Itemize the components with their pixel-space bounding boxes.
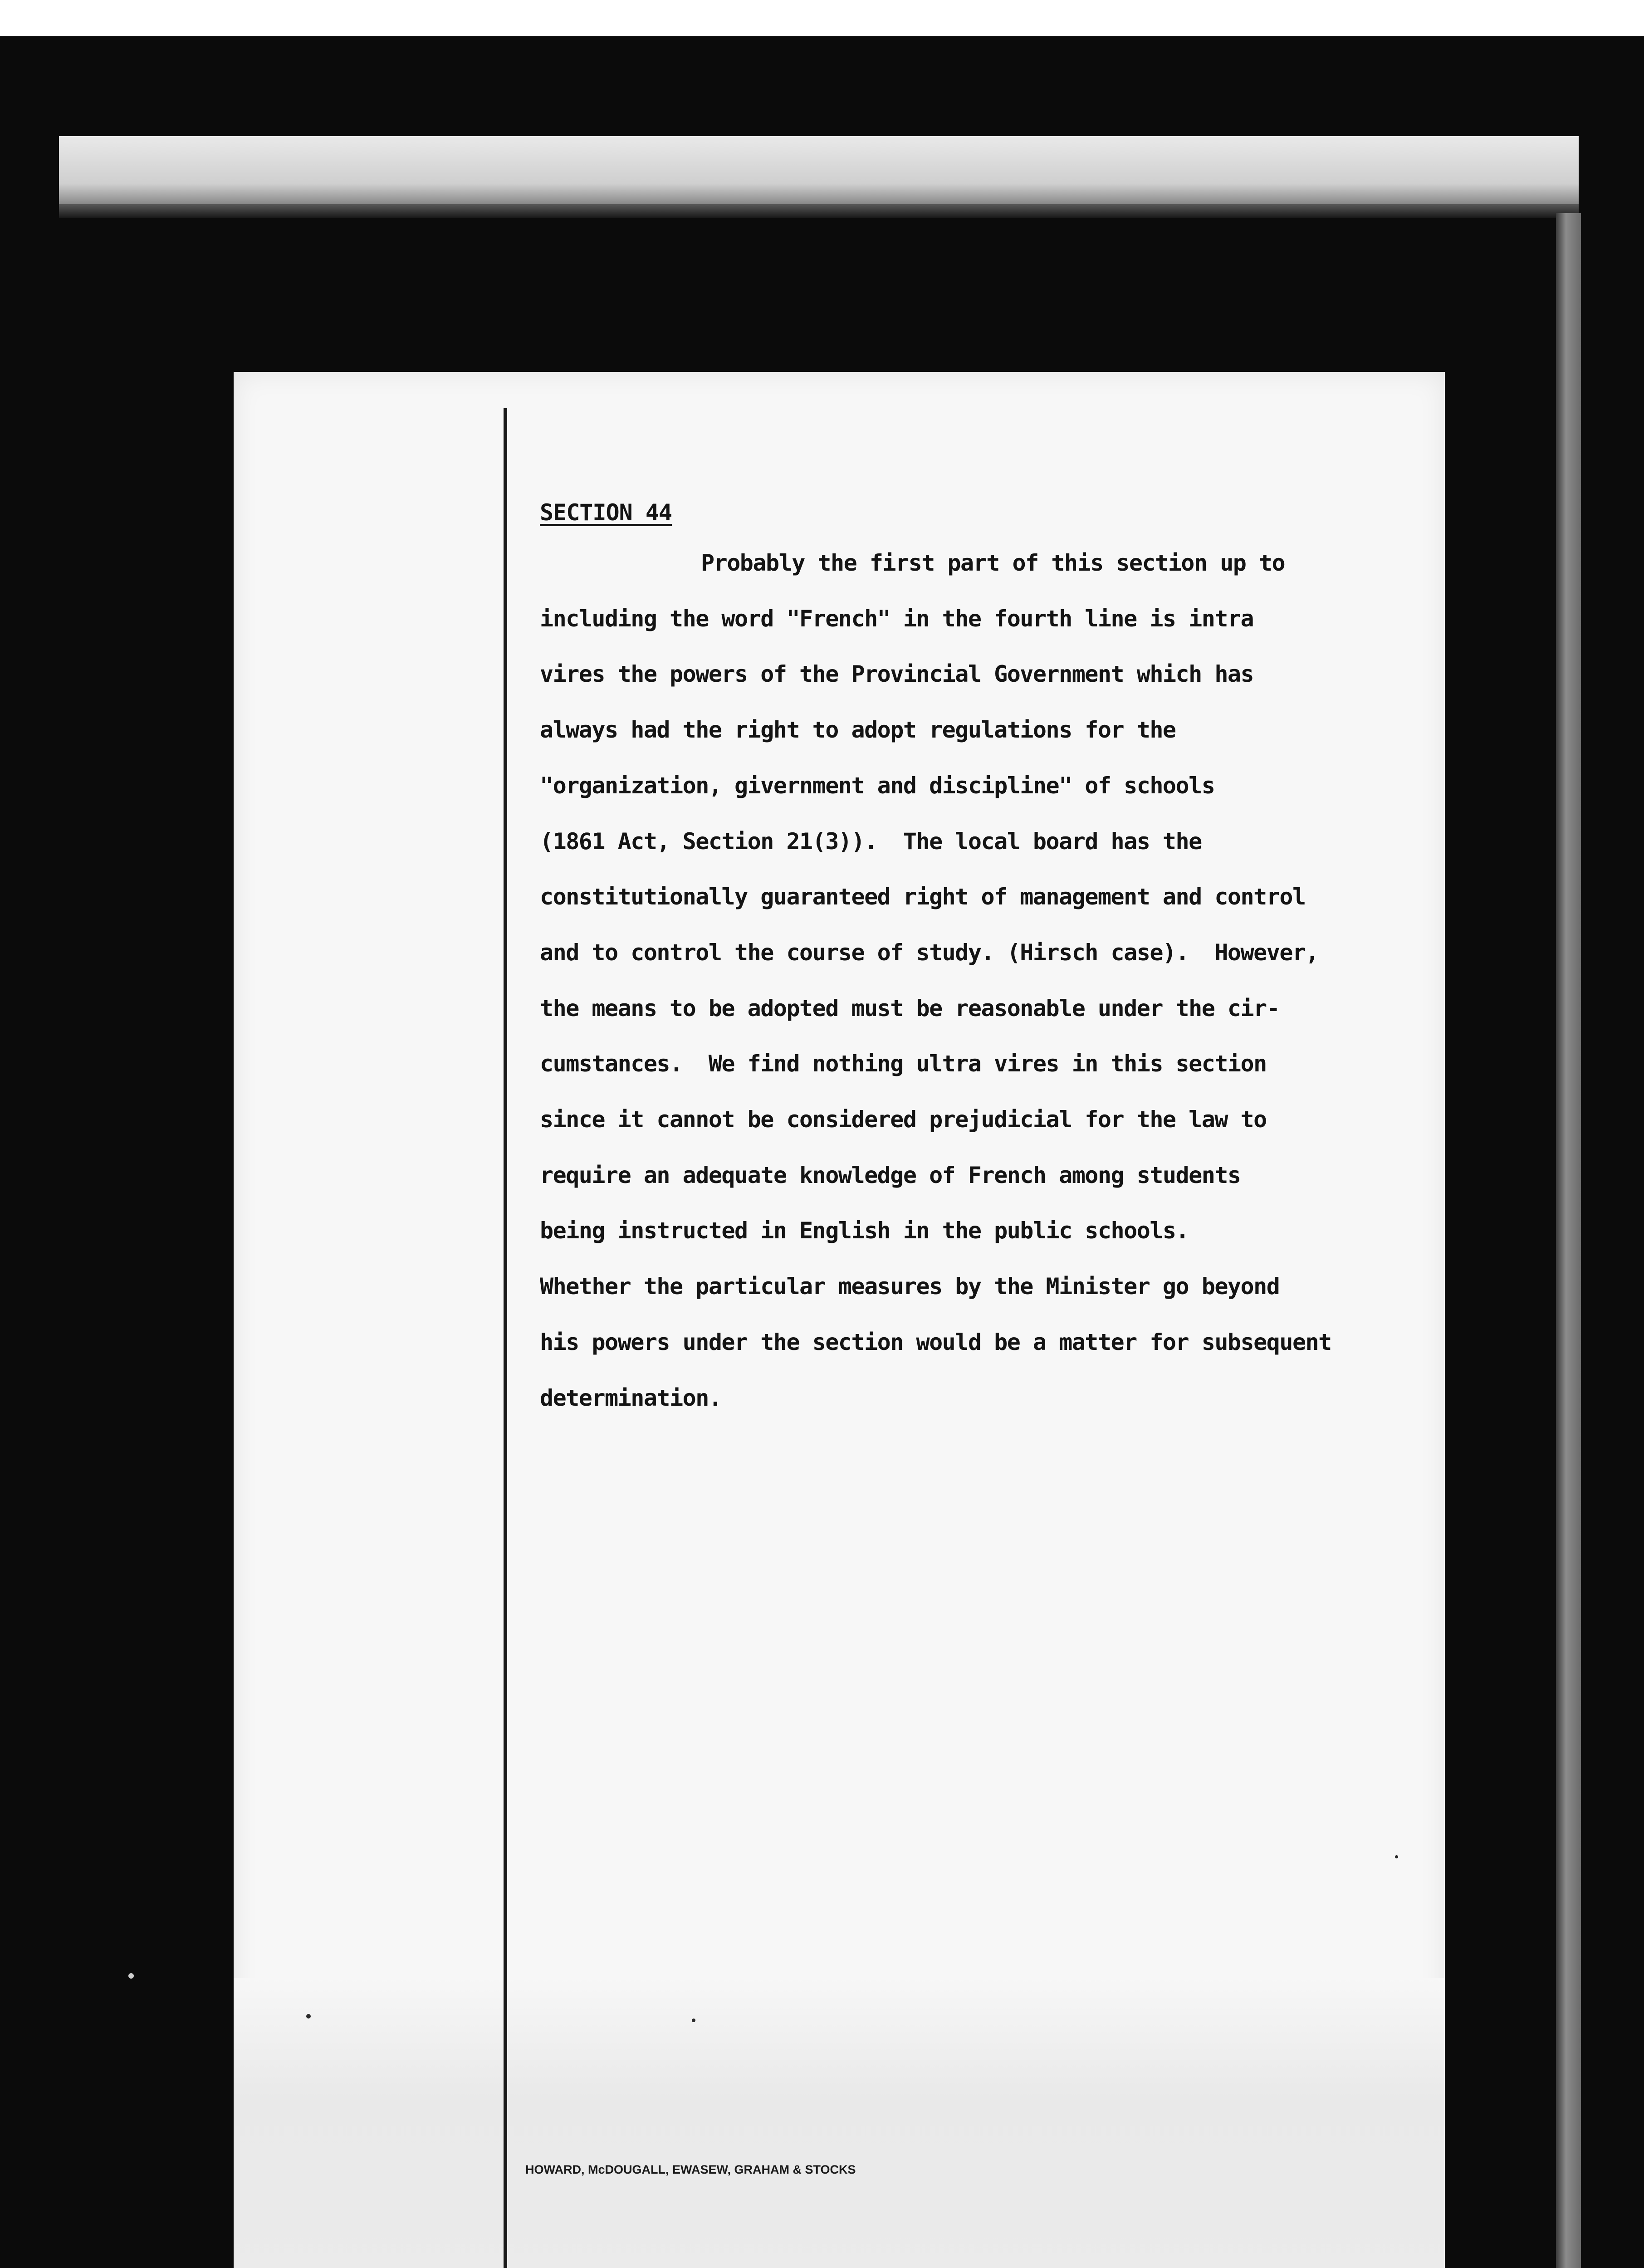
body-line: "organization, givernment and discipline" of schools: [540, 772, 1215, 799]
film-top-strip: [59, 136, 1579, 204]
section-heading: SECTION 44: [540, 499, 672, 526]
body-line: (1861 Act, Section 21(3)). The local board has the: [540, 828, 1202, 855]
body-line: cumstances. We find nothing ultra vires in this section: [540, 1051, 1267, 1077]
body-line: vires the powers of the Provincial Government which has: [540, 661, 1254, 688]
body-line: Whether the particular measures by the Minister go beyond: [540, 1273, 1280, 1300]
film-speck: [306, 2014, 311, 2019]
page-lower-tint: [234, 1978, 1445, 2268]
film-speck: [128, 1973, 134, 1979]
body-line: require an adequate knowledge of French among students: [540, 1162, 1241, 1188]
film-right-edge: [1556, 213, 1581, 2268]
body-line: since it cannot be considered prejudicial for the law to: [540, 1106, 1267, 1133]
document-body: [540, 499, 1438, 1426]
film-speck: [692, 2019, 695, 2022]
film-top-shadow: [59, 204, 1579, 218]
film-speck: [1395, 1855, 1398, 1858]
body-line: including the word "French" in the fourth line is intra: [540, 605, 1254, 632]
body-line: and to control the course of study. (Hirsch case). However,: [540, 939, 1319, 966]
body-line: being instructed in English in the public schools.: [540, 1217, 1189, 1244]
body-line: his powers under the section would be a matter for subsequent: [540, 1329, 1331, 1355]
body-line: the means to be adopted must be reasonable under the cir-: [540, 995, 1280, 1022]
body-line: constitutionally guaranteed right of management and control: [540, 884, 1306, 910]
body-line: always had the right to adopt regulations for the: [540, 717, 1176, 743]
body-line: determination.: [540, 1384, 722, 1411]
margin-rule: [504, 408, 507, 2268]
document-page: [234, 372, 1445, 2268]
body-line: Probably the first part of this section up to: [701, 550, 1285, 576]
law-firm-footer: HOWARD, McDOUGALL, EWASEW, GRAHAM & STOCKS: [525, 2163, 856, 2176]
